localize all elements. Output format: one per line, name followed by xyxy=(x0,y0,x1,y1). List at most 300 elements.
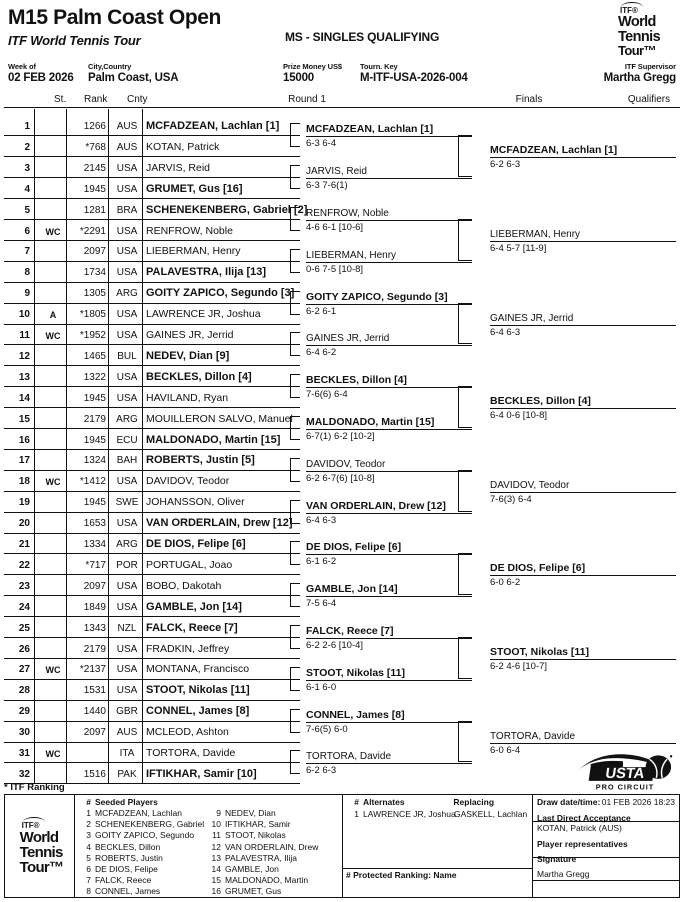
draw-bracket xyxy=(4,108,680,780)
player-name[interactable]: FRADKIN, Jeffrey xyxy=(146,642,230,655)
svg-text:USTA: USTA xyxy=(604,765,646,782)
row-divider xyxy=(4,762,300,763)
player-name[interactable]: IFTIKHAR, Samir [10] xyxy=(146,767,257,780)
player-name[interactable]: MOUILLERON SALVO, Manuel xyxy=(146,412,293,425)
itf-supervisor-label: ITF Supervisor xyxy=(624,62,676,71)
column-header-status: St. xyxy=(54,94,67,105)
finals-winner-name: LIEBERMAN, Henry xyxy=(306,250,472,263)
finals-result-block[interactable] xyxy=(306,208,472,233)
qualifier-result-block[interactable] xyxy=(490,563,676,588)
player-name[interactable]: LAWRENCE JR, Joshua xyxy=(146,308,261,321)
row-divider xyxy=(4,428,300,429)
row-divider xyxy=(4,595,300,596)
bracket-connector xyxy=(290,374,300,398)
finals-result-block[interactable] xyxy=(306,166,472,191)
player-country: GBR xyxy=(116,706,138,718)
player-position-number: 6 xyxy=(24,225,30,237)
seed-player-name: MALDONADO, Martin xyxy=(225,875,309,886)
player-position-number: 25 xyxy=(18,622,30,634)
finals-winner-name: MALDONADO, Martin [15] xyxy=(306,417,472,430)
player-country: USA xyxy=(116,476,138,488)
seeds-column-right xyxy=(208,808,338,898)
row-divider xyxy=(4,658,300,659)
alternate-list-item xyxy=(343,809,532,820)
footer-itf-mark-icon: ITF® xyxy=(20,817,64,830)
qualifier-name: GAINES JR, Jerrid xyxy=(490,313,676,326)
player-country: USA xyxy=(116,664,138,676)
bracket-connector xyxy=(458,637,472,679)
player-position-number: 30 xyxy=(18,727,30,739)
page-header xyxy=(0,0,684,62)
player-rank: 1516 xyxy=(83,768,106,780)
row-divider xyxy=(4,407,300,408)
player-position-number: 7 xyxy=(24,246,30,258)
player-country: USA xyxy=(116,685,138,697)
row-divider xyxy=(4,386,300,387)
player-rank: 1440 xyxy=(83,706,106,718)
player-rank: *1805 xyxy=(79,309,106,321)
itf-world-tennis-tour-logo xyxy=(618,2,676,57)
player-name[interactable]: ROBERTS, Justin [5] xyxy=(146,454,255,467)
bracket-connector xyxy=(290,709,300,733)
bracket-connector xyxy=(290,249,300,273)
seed-list-item xyxy=(208,808,338,819)
row-divider xyxy=(4,700,300,701)
qualifier-result-block[interactable] xyxy=(490,396,676,421)
bracket-connector xyxy=(290,750,300,774)
player-rank: *1412 xyxy=(79,476,106,488)
player-position-number: 27 xyxy=(18,664,30,676)
player-country: PAK xyxy=(117,768,137,780)
player-country: USA xyxy=(116,183,138,195)
player-rank: 1322 xyxy=(83,371,106,383)
player-position-number: 3 xyxy=(24,162,30,174)
player-name[interactable]: JOHANSSON, Oliver xyxy=(146,496,245,509)
finals-result-block[interactable] xyxy=(306,124,472,149)
tournament-key-label: Tourn. Key xyxy=(360,62,398,71)
seed-number: 16 xyxy=(211,886,221,897)
qualifier-match-score: 6-4 6-3 xyxy=(490,326,521,338)
page-title: M15 Palm Coast Open xyxy=(8,6,221,29)
player-position-number: 5 xyxy=(24,204,30,216)
qualifier-name: DE DIOS, Felipe [6] xyxy=(490,563,676,576)
player-rank: 1945 xyxy=(83,434,106,446)
seed-player-name: NEDEV, Dian xyxy=(225,808,276,818)
signature-value: Martha Gregg xyxy=(537,869,590,879)
player-position-number: 18 xyxy=(18,476,30,488)
row-divider xyxy=(4,282,300,283)
player-position-number: 16 xyxy=(18,434,30,446)
player-name[interactable]: VAN ORDERLAIN, Drew [12] xyxy=(146,517,293,530)
qualifier-match-score: 6-2 4-6 [10-7] xyxy=(490,660,548,672)
player-rank: 2097 xyxy=(83,727,106,739)
player-status-code: WC xyxy=(45,331,61,341)
seeded-players-panel xyxy=(75,795,343,897)
row-divider xyxy=(4,219,300,220)
alternates-header xyxy=(343,795,532,809)
player-position-number: 9 xyxy=(24,288,30,300)
bracket-connector xyxy=(290,416,300,440)
finals-winner-name: JARVIS, Reid xyxy=(306,166,472,179)
player-rank: 2179 xyxy=(83,413,106,425)
player-rank: 2097 xyxy=(83,580,106,592)
seed-number: 13 xyxy=(211,852,221,863)
qualifier-name: MCFADZEAN, Lachlan [1] xyxy=(490,145,676,158)
qualifier-result-block[interactable] xyxy=(490,313,676,338)
player-name[interactable]: MCFADZEAN, Lachlan [1] xyxy=(146,120,280,132)
row-divider xyxy=(4,533,300,534)
player-name[interactable]: CONNEL, James [8] xyxy=(146,705,250,718)
player-name[interactable]: NEDEV, Dian [9] xyxy=(146,349,230,362)
bracket-connector xyxy=(290,123,300,147)
finals-winner-name: GAMBLE, Jon [14] xyxy=(306,584,472,597)
itf-supervisor-value: Martha Gregg xyxy=(603,72,676,84)
bracket-connector xyxy=(458,470,472,512)
alternates-panel xyxy=(343,795,533,897)
tour-subtitle: ITF World Tennis Tour xyxy=(8,33,141,48)
draw-footer xyxy=(4,794,680,898)
tournament-info-bar xyxy=(0,62,684,94)
player-country: USA xyxy=(116,246,138,258)
finals-match-score: 6-7(1) 6-2 [10-2] xyxy=(306,431,375,442)
player-country: USA xyxy=(116,267,138,279)
row-divider xyxy=(4,303,300,304)
player-name[interactable]: HAVILAND, Ryan xyxy=(146,391,229,404)
prize-money-label: Prize Money US$ xyxy=(283,62,342,71)
player-name[interactable]: PALAVESTRA, Ilija [13] xyxy=(146,266,267,279)
city-country-value: Palm Coast, USA xyxy=(88,72,179,84)
player-name[interactable]: KOTAN, Patrick xyxy=(146,140,220,153)
player-country: AUS xyxy=(116,121,138,132)
week-of-value: 02 FEB 2026 xyxy=(8,72,74,84)
seed-number: 2 xyxy=(86,819,91,830)
seed-list-item xyxy=(78,875,208,886)
bracket-connector xyxy=(458,721,472,763)
seed-number: 1 xyxy=(86,808,91,818)
seed-list-item xyxy=(208,819,338,830)
finals-winner-name: GAINES JR, Jerrid xyxy=(306,333,472,346)
seed-list-item xyxy=(208,886,338,897)
finals-match-score: 7-6(6) 6-4 xyxy=(306,389,348,401)
seed-player-name: GOITY ZAPICO, Segundo xyxy=(95,830,195,841)
seed-number: 14 xyxy=(211,864,221,875)
last-direct-acceptance-row xyxy=(533,809,679,835)
finals-result-block[interactable] xyxy=(306,459,472,484)
player-name[interactable]: GAINES JR, Jerrid xyxy=(146,329,234,341)
finals-match-score: 6-3 6-4 xyxy=(306,138,337,150)
row-divider xyxy=(4,679,300,680)
player-name[interactable]: GOITY ZAPICO, Segundo [3] xyxy=(146,287,295,300)
seed-number: 4 xyxy=(86,841,91,852)
row-divider xyxy=(4,261,300,262)
finals-match-score: 6-1 6-2 xyxy=(306,556,337,568)
player-country: USA xyxy=(116,225,138,237)
player-country: USA xyxy=(116,518,138,530)
player-country: USA xyxy=(116,601,138,613)
player-name[interactable]: PORTUGAL, Joao xyxy=(146,558,233,571)
seed-player-name: MCFADZEAN, Lachlan xyxy=(95,808,182,818)
player-status-code: WC xyxy=(45,226,61,237)
seeds-title: Seeded Players xyxy=(95,797,158,807)
protected-ranking-label: # Protected Ranking: Name xyxy=(346,870,457,880)
bracket-connector xyxy=(290,541,300,565)
player-position-number: 12 xyxy=(18,350,30,362)
player-rank: 1305 xyxy=(83,288,106,300)
player-name[interactable]: GAMBLE, Jon [14] xyxy=(146,600,242,613)
finals-match-score: 6-2 2-6 [10-4] xyxy=(306,640,364,651)
player-name[interactable]: RENFROW, Noble xyxy=(146,224,233,237)
player-name[interactable]: JARVIS, Reid xyxy=(146,161,210,174)
finals-result-block[interactable] xyxy=(306,292,472,317)
player-position-number: 17 xyxy=(18,455,30,467)
row-divider xyxy=(4,156,300,157)
player-position-number: 15 xyxy=(18,413,30,425)
seed-list-item xyxy=(78,808,208,819)
finals-result-block[interactable] xyxy=(306,417,472,442)
footer-itf-line1: World xyxy=(19,829,59,846)
finals-result-block[interactable] xyxy=(306,668,472,693)
seed-number: 12 xyxy=(211,841,221,852)
player-position-number: 11 xyxy=(19,330,30,341)
prize-money-value: 15000 xyxy=(283,72,314,84)
qualifier-match-score: 6-0 6-2 xyxy=(490,577,521,589)
itf-ranking-footnote: * ITF Ranking xyxy=(4,782,65,793)
player-rank: 1945 xyxy=(83,392,106,404)
player-position-number: 4 xyxy=(24,183,30,195)
player-position-number: 28 xyxy=(18,685,30,697)
qualifier-name: TORTORA, Davide xyxy=(490,731,676,744)
qualifier-match-score: 6-4 5-7 [11-9] xyxy=(490,242,547,254)
player-name[interactable]: GRUMET, Gus [16] xyxy=(146,182,243,195)
player-rank: 1849 xyxy=(83,601,106,613)
column-header-qualifiers: Qualifiers xyxy=(627,94,671,105)
finals-match-score: 7-6(5) 6-0 xyxy=(306,723,348,735)
qualifier-result-block[interactable] xyxy=(490,480,676,505)
column-divider xyxy=(66,109,67,783)
column-divider xyxy=(142,109,143,783)
player-country: USA xyxy=(116,643,138,655)
player-name[interactable]: FALCK, Reece [7] xyxy=(146,621,238,634)
player-country: AUS xyxy=(116,141,138,153)
player-rank: 1653 xyxy=(83,518,106,530)
bracket-connector xyxy=(290,500,300,524)
player-country: USA xyxy=(116,330,138,341)
protected-ranking-divider xyxy=(343,868,532,869)
finals-result-block[interactable] xyxy=(306,501,472,526)
city-country-field xyxy=(88,62,178,84)
seed-list-item xyxy=(208,864,338,875)
finals-match-score: 6-2 6-7(6) [10-8] xyxy=(306,472,375,484)
itf-logo-line2: Tennis xyxy=(618,28,661,45)
player-rank: *2137 xyxy=(79,664,106,676)
bracket-connector xyxy=(458,553,472,595)
seed-list-item xyxy=(208,853,338,864)
player-name[interactable]: MONTANA, Francisco xyxy=(146,663,250,676)
player-position-number: 2 xyxy=(24,141,30,153)
player-rank: 1945 xyxy=(83,183,106,195)
seed-player-name: SCHENEKENBERG, Gabriel xyxy=(95,819,205,830)
footer-itf-line2: Tennis xyxy=(19,844,63,861)
row-divider xyxy=(4,491,300,492)
seed-list-item xyxy=(78,842,208,853)
player-rank: 1266 xyxy=(83,121,106,132)
finals-result-block[interactable] xyxy=(306,333,472,358)
player-status-code: WC xyxy=(45,665,61,676)
column-divider xyxy=(108,109,109,783)
seed-number: 8 xyxy=(86,886,91,897)
player-name[interactable]: MCLEOD, Ashton xyxy=(146,726,229,739)
player-country: BRA xyxy=(116,204,138,216)
row-divider xyxy=(4,449,300,450)
bracket-connector xyxy=(290,625,300,649)
player-name[interactable]: TORTORA, Davide xyxy=(146,747,236,759)
player-rank: 1324 xyxy=(83,455,106,467)
player-position-number: 26 xyxy=(18,643,30,655)
row-divider xyxy=(4,553,300,554)
bracket-connector xyxy=(290,165,300,189)
row-divider xyxy=(4,324,300,325)
row-divider xyxy=(4,616,300,617)
signature-label: Signature xyxy=(537,854,577,864)
alternate-replacing-name: GASKELL, Lachlan xyxy=(454,809,528,819)
player-country: USA xyxy=(116,309,138,321)
svg-text:PRO CIRCUIT: PRO CIRCUIT xyxy=(595,782,655,792)
seed-list-item xyxy=(208,875,338,886)
player-country: ECU xyxy=(116,434,138,446)
qualifier-match-score: 6-0 6-4 xyxy=(490,744,521,756)
player-country: ARG xyxy=(116,539,138,550)
column-divider xyxy=(34,109,35,783)
row-divider xyxy=(4,198,300,199)
player-name[interactable]: SCHENEKENBERG, Gabriel [2] xyxy=(146,203,308,216)
player-rank: 1343 xyxy=(83,622,106,634)
finals-result-block[interactable] xyxy=(306,375,472,400)
seed-player-name: IFTIKHAR, Samir xyxy=(225,819,291,830)
finals-winner-name: FALCK, Reece [7] xyxy=(306,626,472,639)
usta-logo-icon xyxy=(576,752,674,792)
seed-player-name: CONNEL, James xyxy=(95,886,161,897)
player-name[interactable]: BECKLES, Dillon [4] xyxy=(146,370,252,383)
finals-winner-name: DE DIOS, Felipe [6] xyxy=(306,542,472,555)
qualifier-result-block[interactable] xyxy=(490,229,676,254)
player-rank: *1952 xyxy=(79,330,106,341)
seed-number: 9 xyxy=(216,808,221,818)
player-country: NZL xyxy=(117,622,137,634)
row-divider xyxy=(4,177,300,178)
column-header-finals: Finals xyxy=(515,94,543,105)
event-title: MS - SINGLES QUALIFYING xyxy=(285,30,440,44)
seed-player-name: DE DIOS, Felipe xyxy=(95,864,158,875)
player-status-code: WC xyxy=(45,477,61,488)
row-divider xyxy=(4,721,300,722)
player-name[interactable]: DE DIOS, Felipe [6] xyxy=(146,538,246,550)
player-position-number: 13 xyxy=(18,371,30,383)
player-position-number: 8 xyxy=(24,267,30,279)
bracket-connector xyxy=(290,207,300,231)
seed-number: 10 xyxy=(211,819,221,830)
player-position-number: 31 xyxy=(18,748,30,759)
finals-result-block[interactable] xyxy=(306,626,472,651)
qualifier-result-block[interactable] xyxy=(490,145,676,170)
player-country: AUS xyxy=(116,727,138,739)
row-divider xyxy=(4,574,300,575)
seed-number: 15 xyxy=(211,875,221,886)
alternates-list xyxy=(343,809,532,820)
player-rank: *768 xyxy=(85,141,106,153)
row-divider xyxy=(4,365,300,366)
draw-column-headers xyxy=(4,94,680,108)
player-name[interactable]: MALDONADO, Martin [15] xyxy=(146,433,281,446)
player-country: USA xyxy=(116,580,138,592)
column-header-round1: Round 1 xyxy=(288,94,326,105)
seed-list-item xyxy=(78,886,208,897)
player-name[interactable]: DAVIDOV, Teodor xyxy=(146,475,230,488)
draw-date-value: 01 FEB 2026 18:23 xyxy=(601,797,675,807)
finals-winner-name: STOOT, Nikolas [11] xyxy=(306,668,472,681)
finals-result-block[interactable] xyxy=(306,751,472,776)
finals-match-score: 6-4 6-2 xyxy=(306,347,337,359)
finals-winner-name: GOITY ZAPICO, Segundo [3] xyxy=(306,292,472,305)
seed-player-name: BECKLES, Dillon xyxy=(95,841,161,852)
player-country: USA xyxy=(116,371,138,383)
lda-value: KOTAN, Patrick (AUS) xyxy=(537,823,622,833)
qualifier-result-block[interactable] xyxy=(490,647,676,672)
player-position-number: 10 xyxy=(18,309,30,321)
finals-result-block[interactable] xyxy=(306,710,472,735)
player-name[interactable]: LIEBERMAN, Henry xyxy=(146,245,241,258)
player-name[interactable]: STOOT, Nikolas [11] xyxy=(146,684,250,697)
alternate-player-name: LAWRENCE JR, Joshua xyxy=(363,809,456,819)
finals-result-block[interactable] xyxy=(306,250,472,275)
bracket-connector xyxy=(290,667,300,691)
qualifier-match-score: 7-6(3) 6-4 xyxy=(490,493,532,505)
finals-match-score: 0-6 7-5 [10-8] xyxy=(306,263,364,275)
bracket-connector xyxy=(458,135,472,177)
seed-player-name: PALAVESTRA, Ilija xyxy=(225,852,297,863)
finals-winner-name: MCFADZEAN, Lachlan [1] xyxy=(306,124,472,137)
player-position-number: 21 xyxy=(18,539,30,550)
finals-match-score: 6-3 7-6(1) xyxy=(306,180,348,192)
seed-list-item xyxy=(78,830,208,841)
player-rank: 1281 xyxy=(83,204,106,216)
tournament-key-value: M-ITF-USA-2026-004 xyxy=(360,72,468,84)
player-rank: 2179 xyxy=(83,643,106,655)
player-country: USA xyxy=(116,162,138,174)
seed-number: 6 xyxy=(86,864,91,875)
finals-result-block[interactable] xyxy=(306,542,472,567)
player-country: ITA xyxy=(119,748,135,759)
seed-number: 3 xyxy=(86,830,91,841)
player-status-code: WC xyxy=(45,749,61,759)
finals-result-block[interactable] xyxy=(306,584,472,609)
player-name[interactable]: BOBO, Dakotah xyxy=(146,579,222,592)
player-rank: *2291 xyxy=(79,225,106,237)
qualifier-name: STOOT, Nikolas [11] xyxy=(490,647,676,660)
player-rank: 1945 xyxy=(83,497,106,509)
row-divider xyxy=(4,240,300,241)
qualifier-match-score: 6-2 6-3 xyxy=(490,159,521,171)
player-position-number: 1 xyxy=(24,121,30,132)
seed-list-item xyxy=(208,842,338,853)
player-status-code: A xyxy=(49,310,57,321)
player-rank: 2145 xyxy=(83,162,106,174)
row-divider xyxy=(4,512,300,513)
seed-player-name: STOOT, Nikolas xyxy=(225,830,286,841)
row-divider xyxy=(4,344,300,345)
bracket-connector xyxy=(290,458,300,482)
qualifier-name: LIEBERMAN, Henry xyxy=(490,229,676,242)
seed-list-item xyxy=(78,853,208,864)
